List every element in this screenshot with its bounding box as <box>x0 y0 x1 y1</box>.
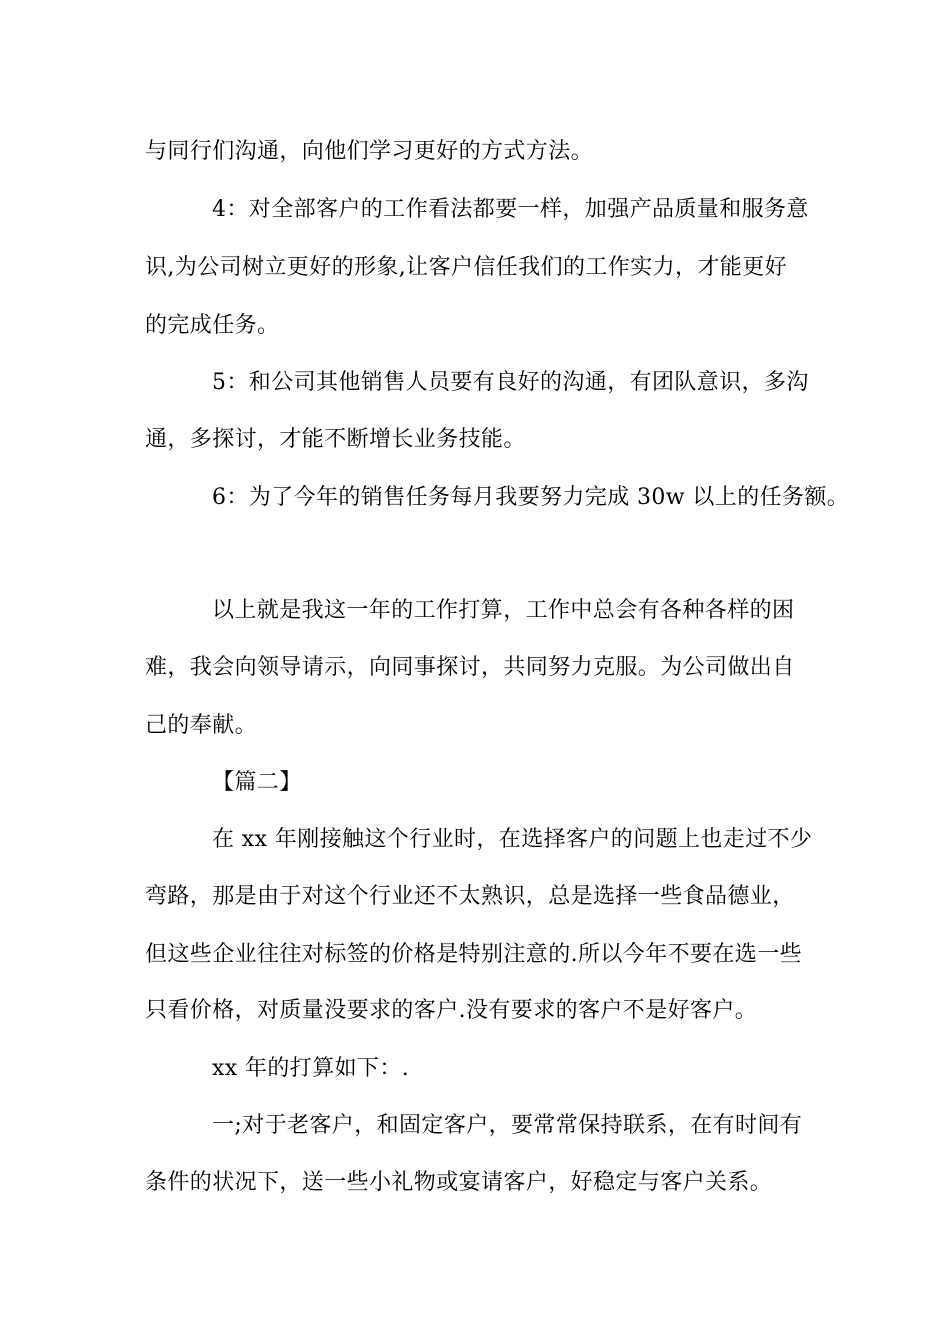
text-line-1: 与同行们沟通，向他们学习更好的方式方法。 <box>145 139 594 164</box>
text-line-12: 在 xx 年刚接触这个行业时，在选择客户的问题上也走过不少 <box>212 827 813 852</box>
text-line-3: 识,为公司树立更好的形象,让客户信任我们的工作实力，才能更好 <box>145 255 787 280</box>
text-line-15: 只看价格，对质量没要求的客户.没有要求的客户不是好客户。 <box>145 998 758 1023</box>
text-line-8: 以上就是我这一年的工作打算，工作中总会有各种各样的困 <box>212 598 795 623</box>
section-heading: 【篇二】 <box>212 770 302 795</box>
text-line-7: 6：为了今年的销售任务每月我要努力完成 30w 以上的任务额。 <box>212 485 850 510</box>
text-line-14: 但这些企业往往对标签的价格是特别注意的.所以今年不要在选一些 <box>145 942 802 967</box>
text-line-9: 难，我会向领导请示，向同事探讨，共同努力克服。为公司做出自 <box>145 655 795 680</box>
text-line-5: 5：和公司其他销售人员要有良好的沟通，有团队意识，多沟 <box>212 370 809 395</box>
text-line-16: xx 年的打算如下：. <box>212 1056 410 1081</box>
text-line-6: 通，多探讨，才能不断增长业务技能。 <box>145 427 526 452</box>
text-line-17: 一;对于老客户，和固定客户，要常常保持联系，在有时间有 <box>212 1113 803 1138</box>
text-line-2: 4：对全部客户的工作看法都要一样，加强产品质量和服务意 <box>212 197 809 222</box>
text-line-10: 己的奉献。 <box>145 713 258 738</box>
text-line-13: 弯路，那是由于对这个行业还不太熟识，总是选择一些食品德业， <box>145 884 795 909</box>
text-line-18: 条件的状况下，送一些小礼物或宴请客户，好稳定与客户关系。 <box>145 1170 773 1195</box>
text-line-4: 的完成任务。 <box>145 313 280 338</box>
